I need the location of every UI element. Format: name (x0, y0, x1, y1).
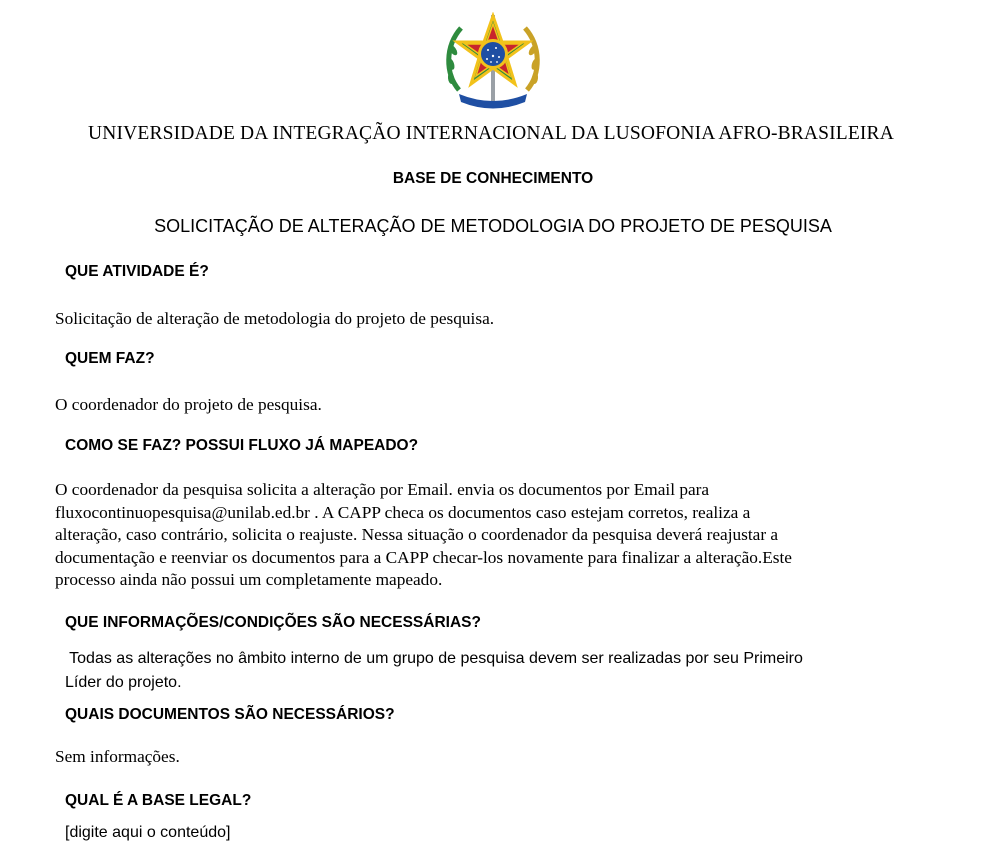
section-label: BASE DE CONHECIMENTO (392, 170, 594, 187)
document-title: SOLICITAÇÃO DE ALTERAÇÃO DE METODOLOGIA DO PROJETO DE PESQUISA (154, 216, 832, 236)
body-base-legal-placeholder: [digite aqui o conteúdo] (65, 824, 231, 841)
heading-informacoes: QUE INFORMAÇÕES/CONDIÇÕES SÃO NECESSÁRIAS? (65, 614, 481, 631)
body-atividade: Solicitação de alteração de metodologia do projeto de pesquisa. (55, 309, 495, 328)
paragraph-line: Todas as alterações no âmbito interno de um grupo de pesquisa devem ser realizadas por seu Primeiro (65, 650, 803, 667)
heading-base-legal: QUAL É A BASE LEGAL? (65, 792, 252, 809)
paragraph-line: fluxocontinuopesquisa@unilab.ed.br . A CAPP checa os documentos caso estejam corretos, realiza a (55, 502, 751, 522)
heading-como-se-faz: COMO SE FAZ? POSSUI FLUXO JÁ MAPEADO? (65, 437, 419, 454)
paragraph-line: O coordenador da pesquisa solicita a alteração por Email. envia os documentos por Email para (55, 480, 710, 499)
paragraph-line: processo ainda não possui um completamente mapeado. (55, 570, 443, 590)
heading-quem-faz: QUEM FAZ? (65, 350, 155, 367)
body-documentos: Sem informações. (55, 747, 180, 766)
body-informacoes (65, 647, 925, 695)
university-name: UNIVERSIDADE DA INTEGRAÇÃO INTERNACIONAL DA LUSOFONIA AFRO-BRASILEIRA (88, 123, 894, 144)
paragraph-line: alteração, caso contrário, solicita o reajuste. Nessa situação o coordenador da pesquisa deverá reajustar a (55, 525, 779, 545)
body-como-se-faz (55, 479, 935, 592)
brazil-coat-of-arms-icon (441, 12, 545, 112)
paragraph-line: Líder do projeto. (65, 674, 182, 691)
body-quem-faz: O coordenador do projeto de pesquisa. (55, 395, 322, 414)
heading-atividade: QUE ATIVIDADE É? (65, 263, 209, 280)
paragraph-line: documentação e reenviar os documentos para a CAPP checar-los novamente para finalizar a alteração.Este (55, 547, 792, 567)
heading-documentos: QUAIS DOCUMENTOS SÃO NECESSÁRIOS? (65, 706, 395, 723)
